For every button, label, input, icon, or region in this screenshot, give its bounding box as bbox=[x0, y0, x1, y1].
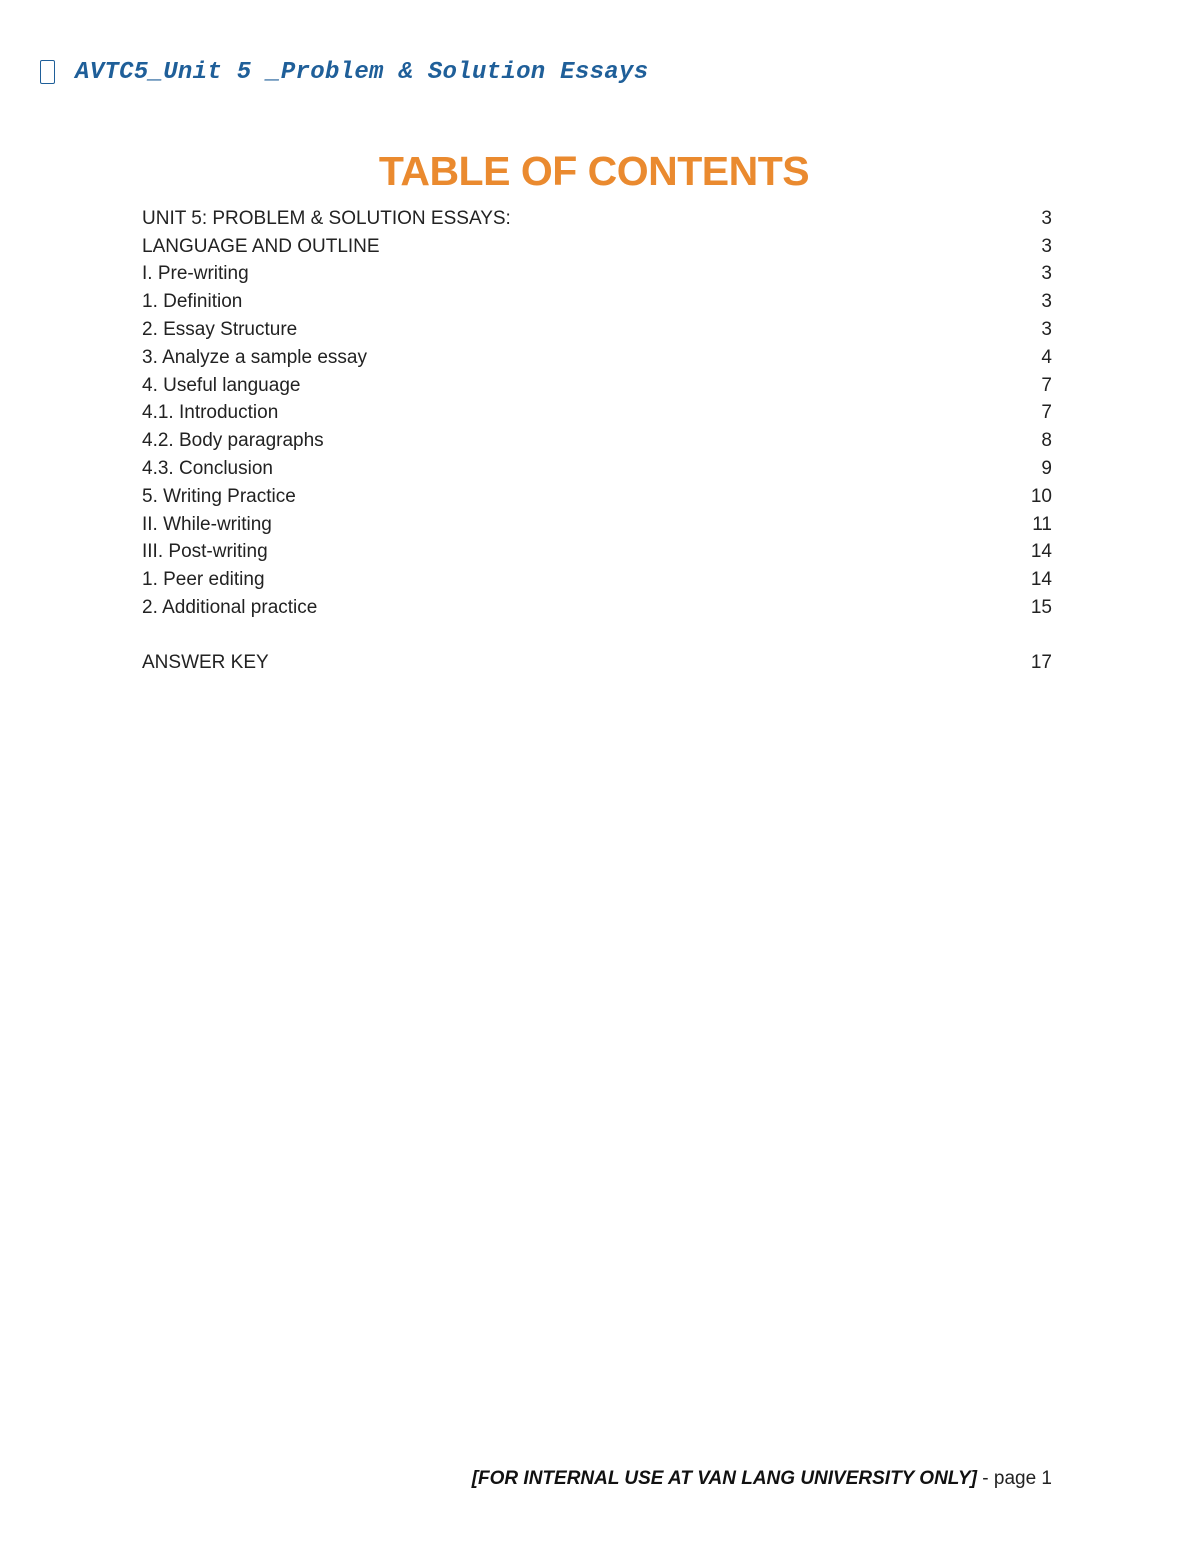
toc-entry[interactable] bbox=[142, 233, 1052, 261]
table-of-contents bbox=[142, 205, 1052, 677]
toc-entry-label: LANGUAGE AND OUTLINE bbox=[142, 235, 380, 257]
footer-notice: [FOR INTERNAL USE AT VAN LANG UNIVERSITY ONLY] bbox=[471, 1468, 977, 1489]
toc-entry[interactable] bbox=[142, 344, 1052, 372]
toc-entry-label: 1. Definition bbox=[142, 291, 243, 313]
toc-entry[interactable] bbox=[142, 511, 1052, 539]
toc-entry-label: 5. Writing Practice bbox=[142, 485, 296, 507]
toc-entry-label: 4.1. Introduction bbox=[142, 402, 279, 424]
page-footer bbox=[472, 1468, 1052, 1490]
toc-entry-label: UNIT 5: PROBLEM & SOLUTION ESSAYS: bbox=[142, 207, 511, 229]
toc-entry-page: 15 bbox=[1030, 597, 1052, 619]
toc-entry-page: 3 bbox=[1041, 319, 1052, 341]
toc-entry-label: I. Pre-writing bbox=[142, 263, 249, 285]
toc-entry-label: 2. Additional practice bbox=[142, 597, 318, 619]
document-placeholder-icon bbox=[40, 60, 55, 84]
toc-entry[interactable] bbox=[142, 455, 1052, 483]
toc-entry[interactable] bbox=[142, 316, 1052, 344]
toc-entry[interactable] bbox=[142, 539, 1052, 567]
document-header bbox=[40, 52, 648, 92]
toc-entry[interactable] bbox=[142, 427, 1052, 455]
toc-entry-page: 14 bbox=[1030, 541, 1052, 563]
toc-entry[interactable] bbox=[142, 483, 1052, 511]
toc-entry-page: 8 bbox=[1041, 430, 1052, 452]
toc-entry-page: 10 bbox=[1030, 485, 1052, 507]
toc-entry[interactable] bbox=[142, 261, 1052, 289]
toc-entry-page: 3 bbox=[1041, 291, 1052, 313]
toc-entry-label: ANSWER KEY bbox=[142, 651, 269, 673]
toc-entry-page: 11 bbox=[1032, 513, 1052, 535]
toc-entry-answer-key[interactable] bbox=[142, 649, 1052, 677]
toc-entry-label: 4.2. Body paragraphs bbox=[142, 430, 324, 452]
toc-entry-page: 4 bbox=[1041, 346, 1052, 368]
toc-entry[interactable] bbox=[142, 594, 1052, 622]
toc-entry-page: 9 bbox=[1041, 458, 1052, 480]
toc-entry-label: III. Post-writing bbox=[142, 541, 268, 563]
header-title: AVTC5_Unit 5 _Problem & Solution Essays bbox=[75, 58, 649, 86]
page-title: TABLE OF CONTENTS bbox=[378, 148, 810, 194]
footer-page-number: - page 1 bbox=[977, 1468, 1052, 1489]
toc-entry-page: 3 bbox=[1041, 235, 1052, 257]
toc-entry-label: 2. Essay Structure bbox=[142, 319, 298, 341]
toc-entry-page: 7 bbox=[1041, 402, 1052, 424]
toc-entry[interactable] bbox=[142, 288, 1052, 316]
toc-entry-label: II. While-writing bbox=[142, 513, 272, 535]
toc-entry-page: 7 bbox=[1041, 374, 1052, 396]
toc-entry[interactable] bbox=[142, 372, 1052, 400]
toc-entry-page: 3 bbox=[1041, 263, 1052, 285]
toc-entry-page: 3 bbox=[1041, 207, 1052, 229]
toc-entry-page: 17 bbox=[1030, 651, 1052, 673]
toc-entry-page: 14 bbox=[1030, 569, 1052, 591]
toc-entry[interactable] bbox=[142, 400, 1052, 428]
toc-entry[interactable] bbox=[142, 566, 1052, 594]
toc-entry[interactable] bbox=[142, 205, 1052, 233]
toc-entry-label: 3. Analyze a sample essay bbox=[142, 346, 367, 368]
toc-entry-label: 4. Useful language bbox=[142, 374, 301, 396]
toc-entry-label: 1. Peer editing bbox=[142, 569, 265, 591]
toc-entry-label: 4.3. Conclusion bbox=[142, 458, 273, 480]
